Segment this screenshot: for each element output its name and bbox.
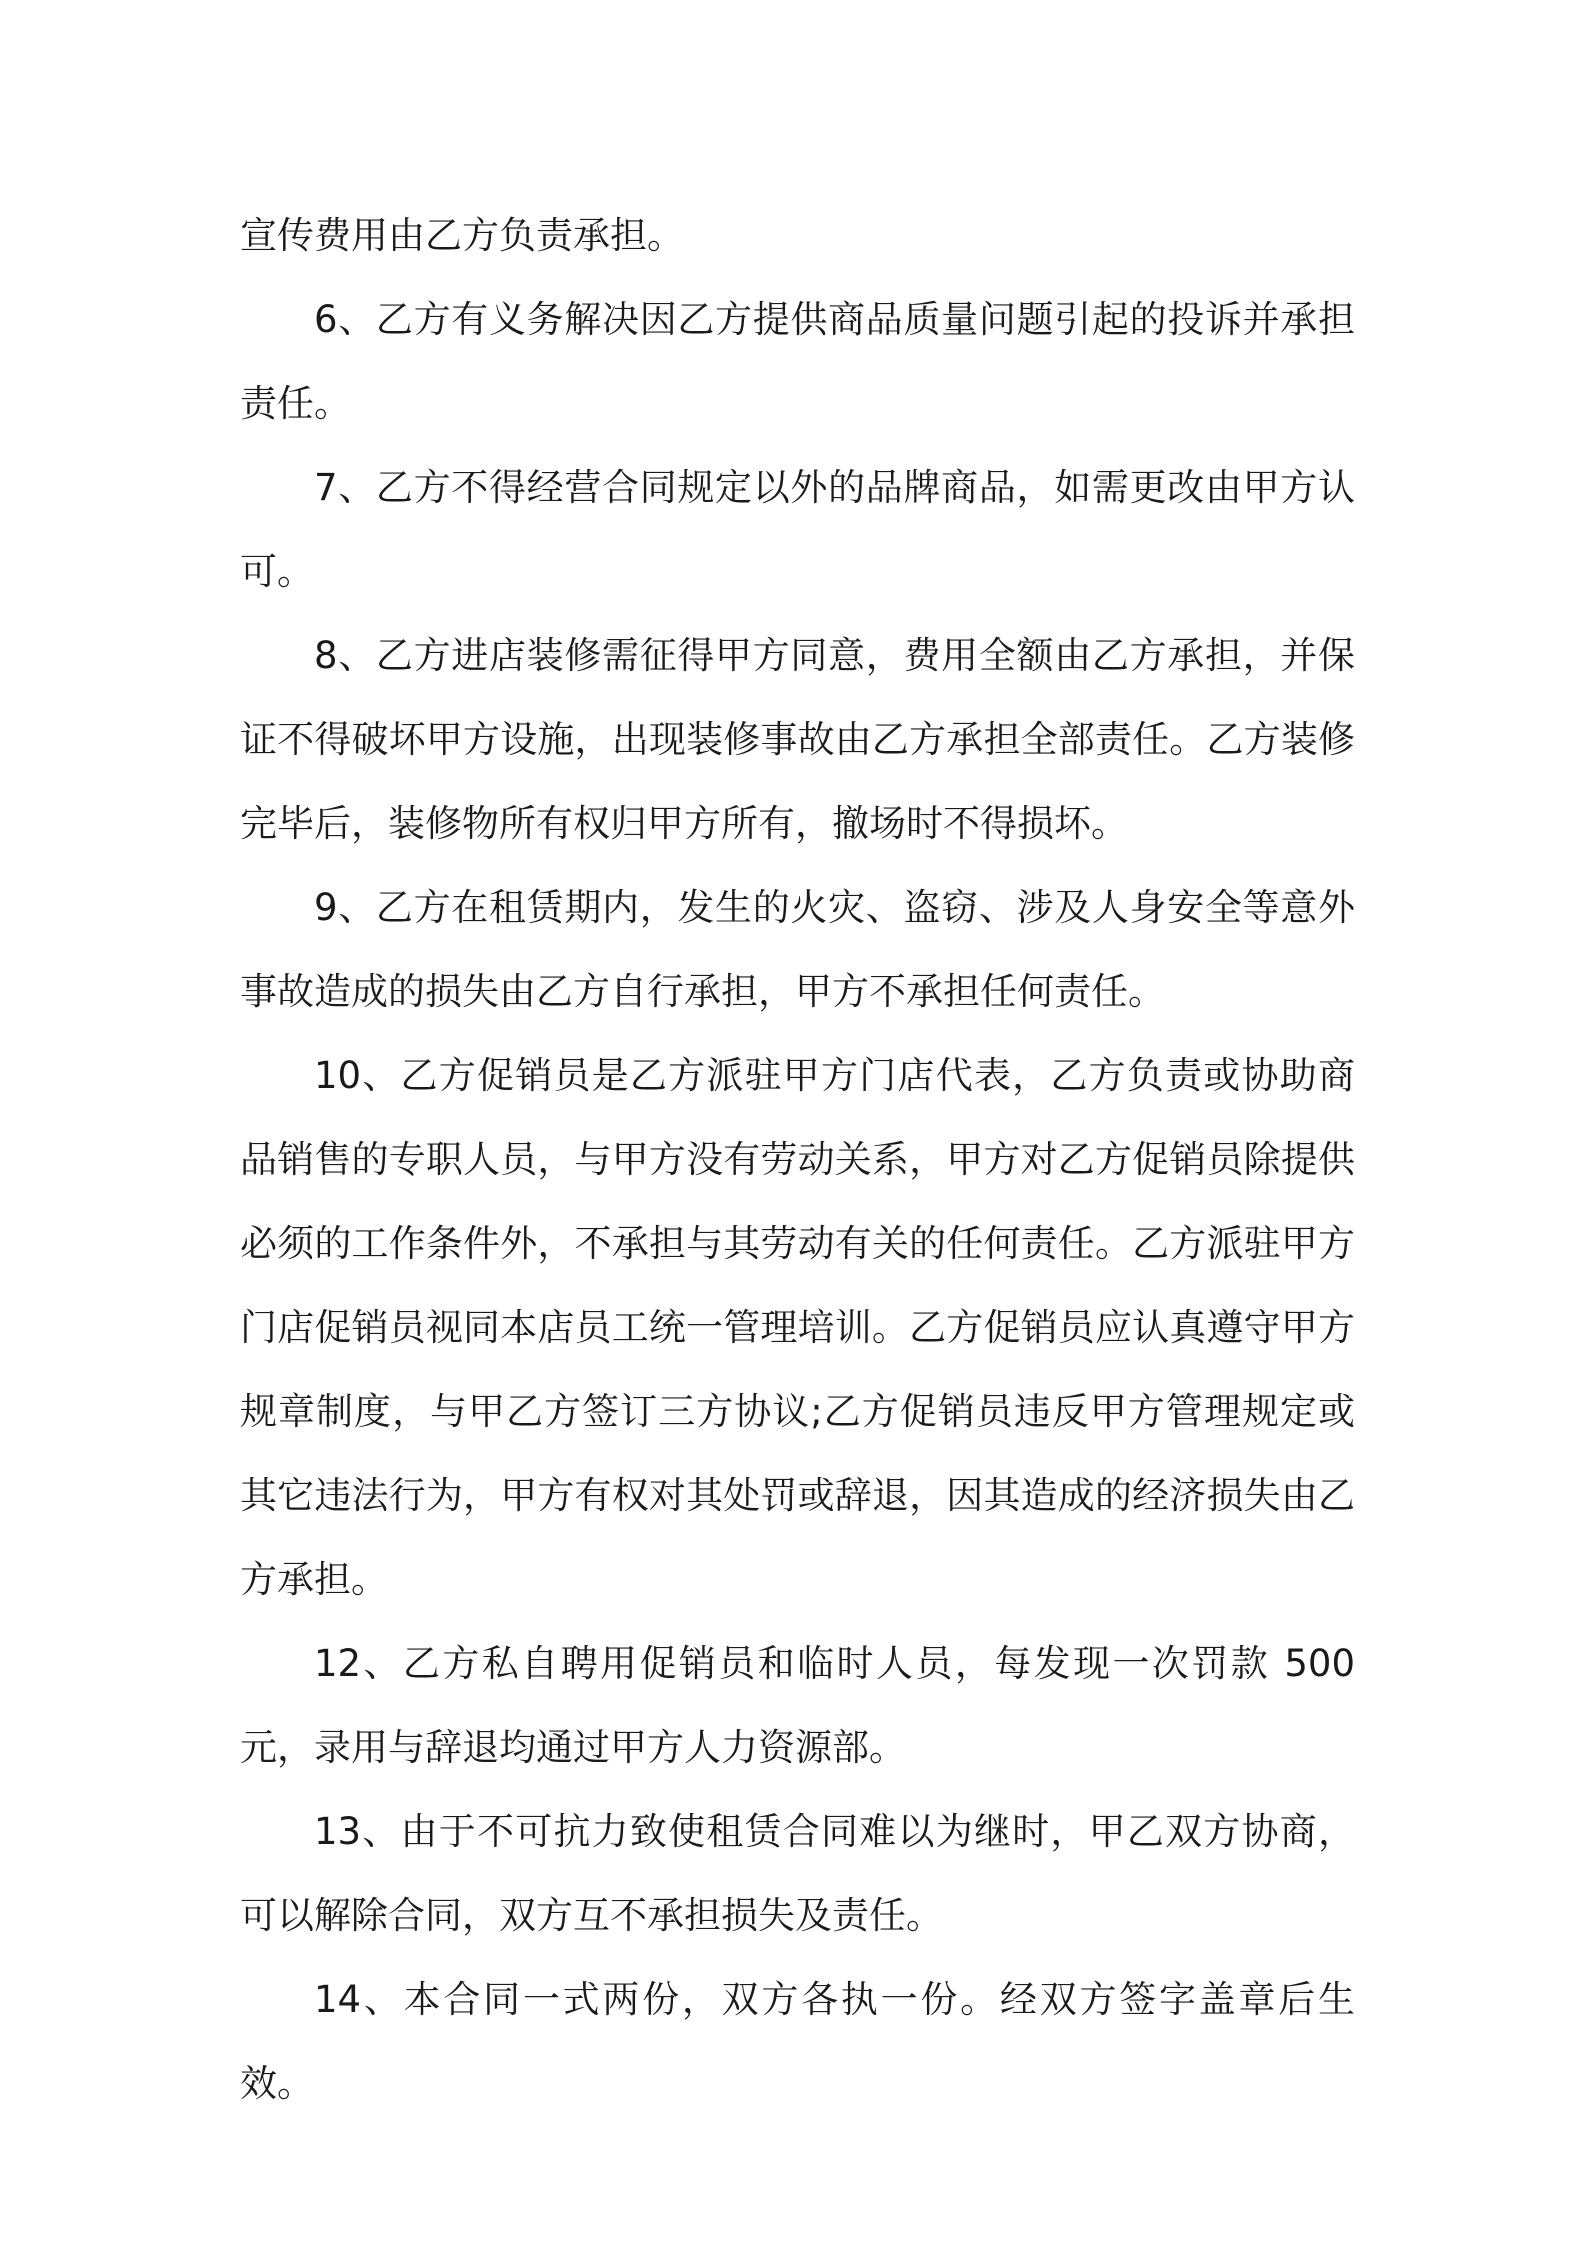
clause-9: 9、乙方在租赁期内，发生的火灾、盗窃、涉及人身安全等意外事故造成的损失由乙方自行承担，甲方不承担任何责任。 <box>240 886 1355 1013</box>
clause-6: 6、乙方有义务解决因乙方提供商品质量问题引起的投诉并承担责任。 <box>240 298 1355 425</box>
clause-7: 7、乙方不得经营合同规定以外的品牌商品，如需更改由甲方认可。 <box>240 466 1355 593</box>
paragraph-continuation: 宣传费用由乙方负责承担。 <box>240 214 684 257</box>
clause-14: 14、本合同一式两份，双方各执一份。经双方签字盖章后生效。 <box>240 1978 1355 2105</box>
clause-13: 13、由于不可抗力致使租赁合同难以为继时，甲乙双方协商，可以解除合同，双方互不承担损失及责任。 <box>240 1810 1355 1937</box>
clause-8: 8、乙方进店装修需征得甲方同意，费用全额由乙方承担，并保证不得破坏甲方设施，出现装修事故由乙方承担全部责任。乙方装修完毕后，装修物所有权归甲方所有，撤场时不得损坏。 <box>240 634 1355 845</box>
clause-10: 10、乙方促销员是乙方派驻甲方门店代表，乙方负责或协助商品销售的专职人员，与甲方没有劳动关系，甲方对乙方促销员除提供必须的工作条件外，不承担与其劳动有关的任何责任。乙方派驻甲方门店促销员视同本店员工统一管理培训。乙方促销员应认真遵守甲方规章制度，与甲乙方签订三方协议;乙方促销员违反甲方管理规定或其它违法行为，甲方有权对其处罚或辞退，因其造成的经济损失由乙方承担。 <box>240 1054 1355 1601</box>
clause-12: 12、乙方私自聘用促销员和临时人员，每发现一次罚款 500 元，录用与辞退均通过甲方人力资源部。 <box>240 1642 1355 1769</box>
document-page <box>240 194 1355 2126</box>
